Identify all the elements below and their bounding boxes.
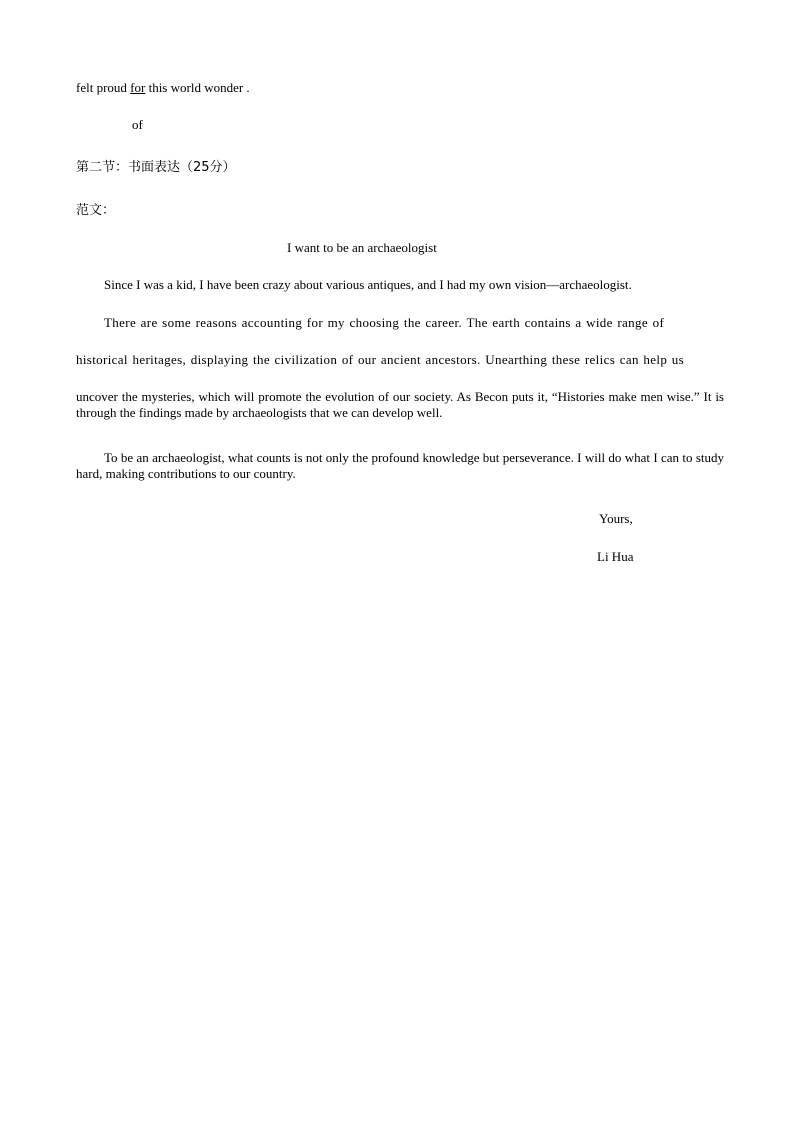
- underlined-word: for: [130, 80, 146, 95]
- essay-paragraph-2-rest: uncover the mysteries, which will promote the evolution of our society. As Becon puts it, “Histories make men wise.” It is through the findings made by archaeologists that we can develop well.: [76, 389, 724, 420]
- essay-paragraph-2-line-1: There are some reasons accounting for my choosing the career. The earth contains a wide range of: [104, 315, 665, 330]
- sample-label: 范文：: [76, 203, 116, 218]
- essay-paragraph-1: Since I was a kid, I have been crazy about various antiques, and I had my own vision—archaeologist.: [104, 277, 632, 292]
- correction-line: [76, 80, 250, 96]
- correction-before: felt proud: [76, 80, 131, 95]
- signature: Li Hua: [597, 549, 634, 564]
- correction-after: this world wonder .: [145, 80, 250, 95]
- essay-paragraph-2-line-2: historical heritages, displaying the civilization of our ancient ancestors. Unearthing these relics can help us: [76, 352, 685, 367]
- correction-fix: of: [132, 117, 143, 132]
- essay-paragraph-3: To be an archaeologist, what counts is not only the profound knowledge but perseverance. I will do what I can to study hard, making contributions to our country.: [76, 450, 724, 481]
- section-heading: 第二节：书面表达（25分）: [76, 160, 236, 175]
- essay-title: I want to be an archaeologist: [287, 240, 437, 255]
- closing: Yours,: [599, 511, 633, 526]
